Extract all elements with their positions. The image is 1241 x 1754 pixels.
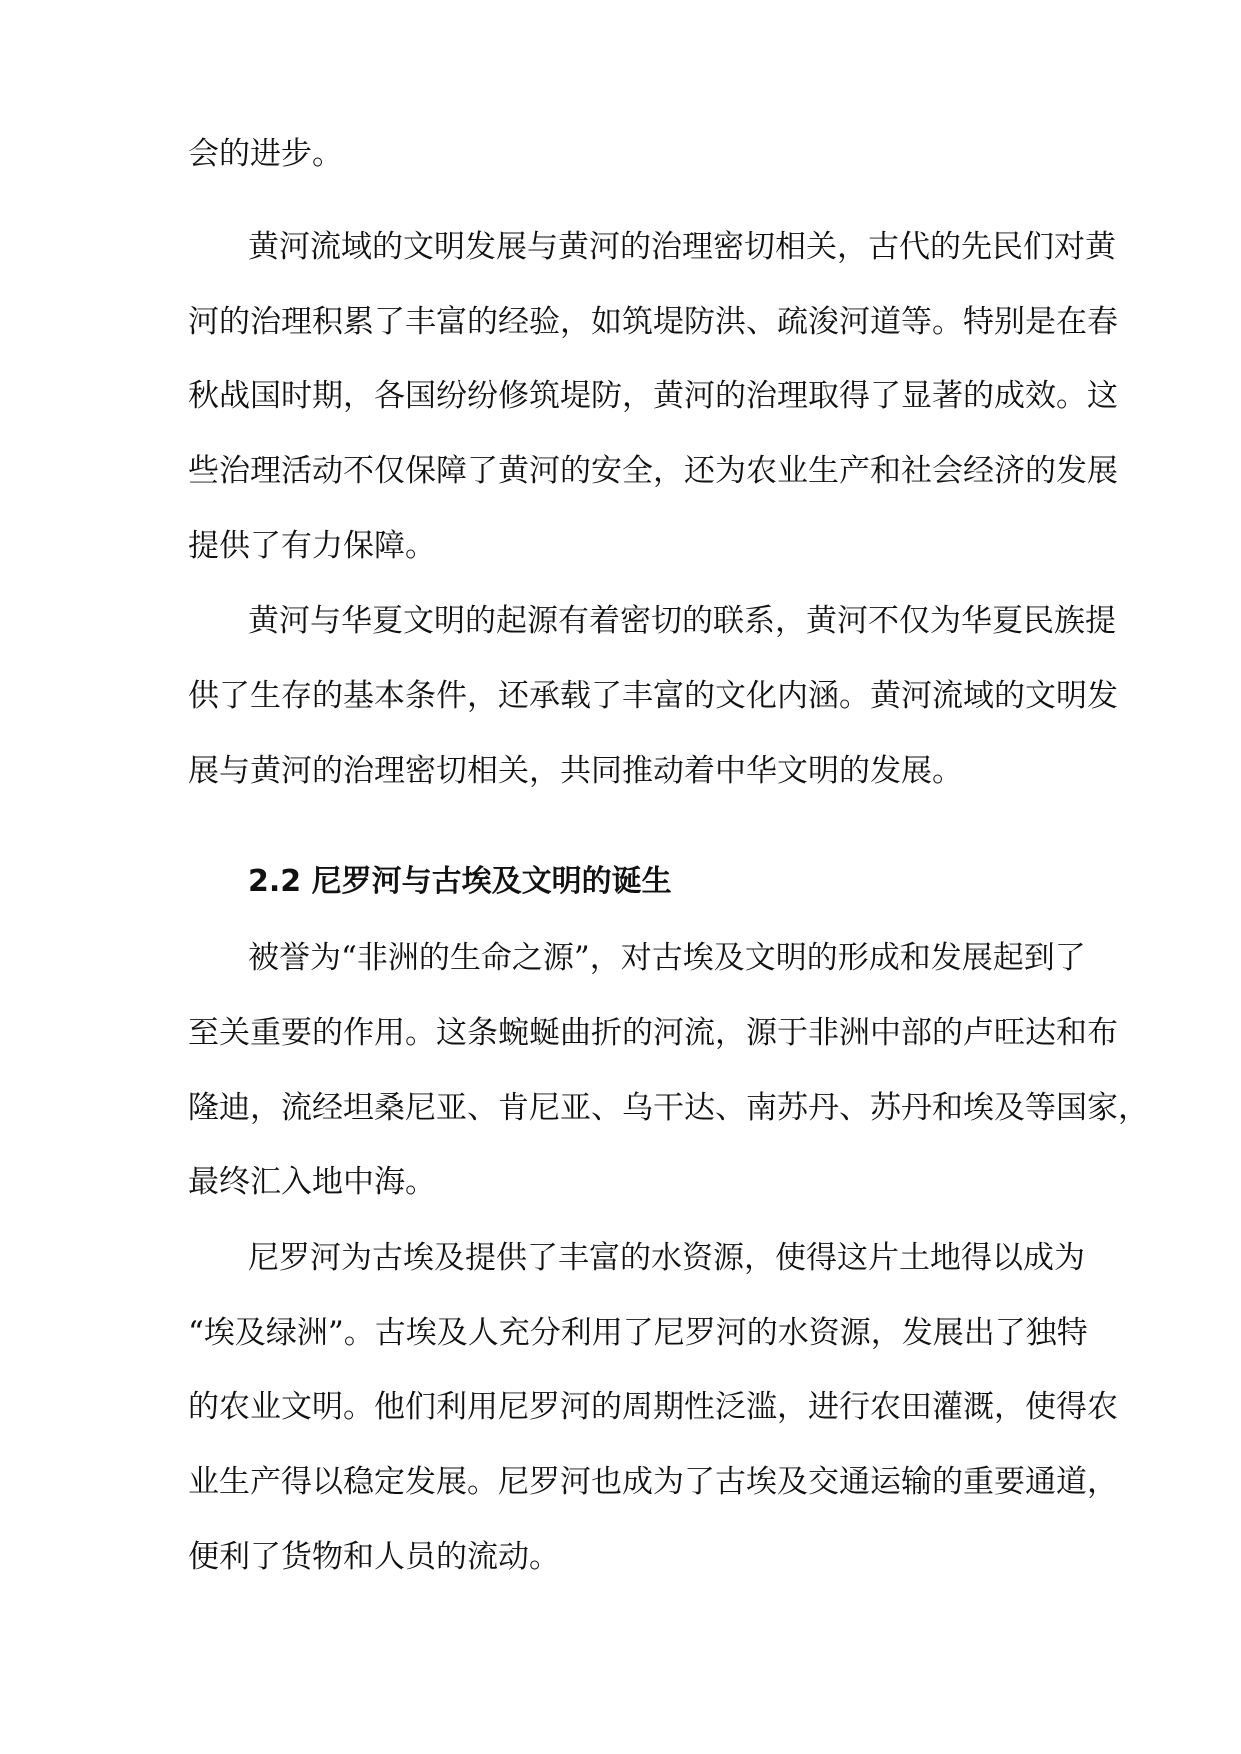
text-line: 的农业文明。他们利用尼罗河的周期性泛滥，进行农田灌溉，使得农 [188,1389,1118,1425]
text-line: 便利了货物和人员的流动。 [188,1539,560,1575]
text-line: 至关重要的作用。这条蜿蜒曲折的河流，源于非洲中部的卢旺达和布 [188,1015,1118,1051]
text-line: 尼罗河为古埃及提供了丰富的水资源，使得这片土地得以成为 [248,1240,1085,1276]
text-line: 河的治理积累了丰富的经验，如筑堤防洪、疏浚河道等。特别是在春 [188,304,1118,340]
text-line: 业生产得以稳定发展。尼罗河也成为了古埃及交通运输的重要通道， [188,1464,1118,1500]
text-line: 黄河流域的文明发展与黄河的治理密切相关，古代的先民们对黄 [248,229,1116,265]
text-line: 最终汇入地中海。 [188,1164,436,1200]
text-line: 黄河与华夏文明的起源有着密切的联系，黄河不仅为华夏民族提 [248,603,1116,639]
section-heading: 2.2 尼罗河与古埃及文明的诞生 [248,864,672,899]
text-line: 提供了有力保障。 [188,528,436,564]
text-line: 展与黄河的治理密切相关，共同推动着中华文明的发展。 [188,753,963,789]
text-line: 隆迪，流经坦桑尼亚、肯尼亚、乌干达、南苏丹、苏丹和埃及等国家， [188,1090,1149,1126]
text-line: 被誉为“非洲的生命之源”，对古埃及文明的形成和发展起到了 [248,940,1086,976]
text-line: 些治理活动不仅保障了黄河的安全，还为农业生产和社会经济的发展 [188,453,1118,489]
text-line: 秋战国时期，各国纷纷修筑堤防，黄河的治理取得了显著的成效。这 [188,378,1118,414]
text-line: 会的进步。 [188,136,343,172]
text-line: “埃及绿洲”。古埃及人充分利用了尼罗河的水资源，发展出了独特 [188,1315,1088,1351]
text-line: 供了生存的基本条件，还承载了丰富的文化内涵。黄河流域的文明发 [188,678,1118,714]
